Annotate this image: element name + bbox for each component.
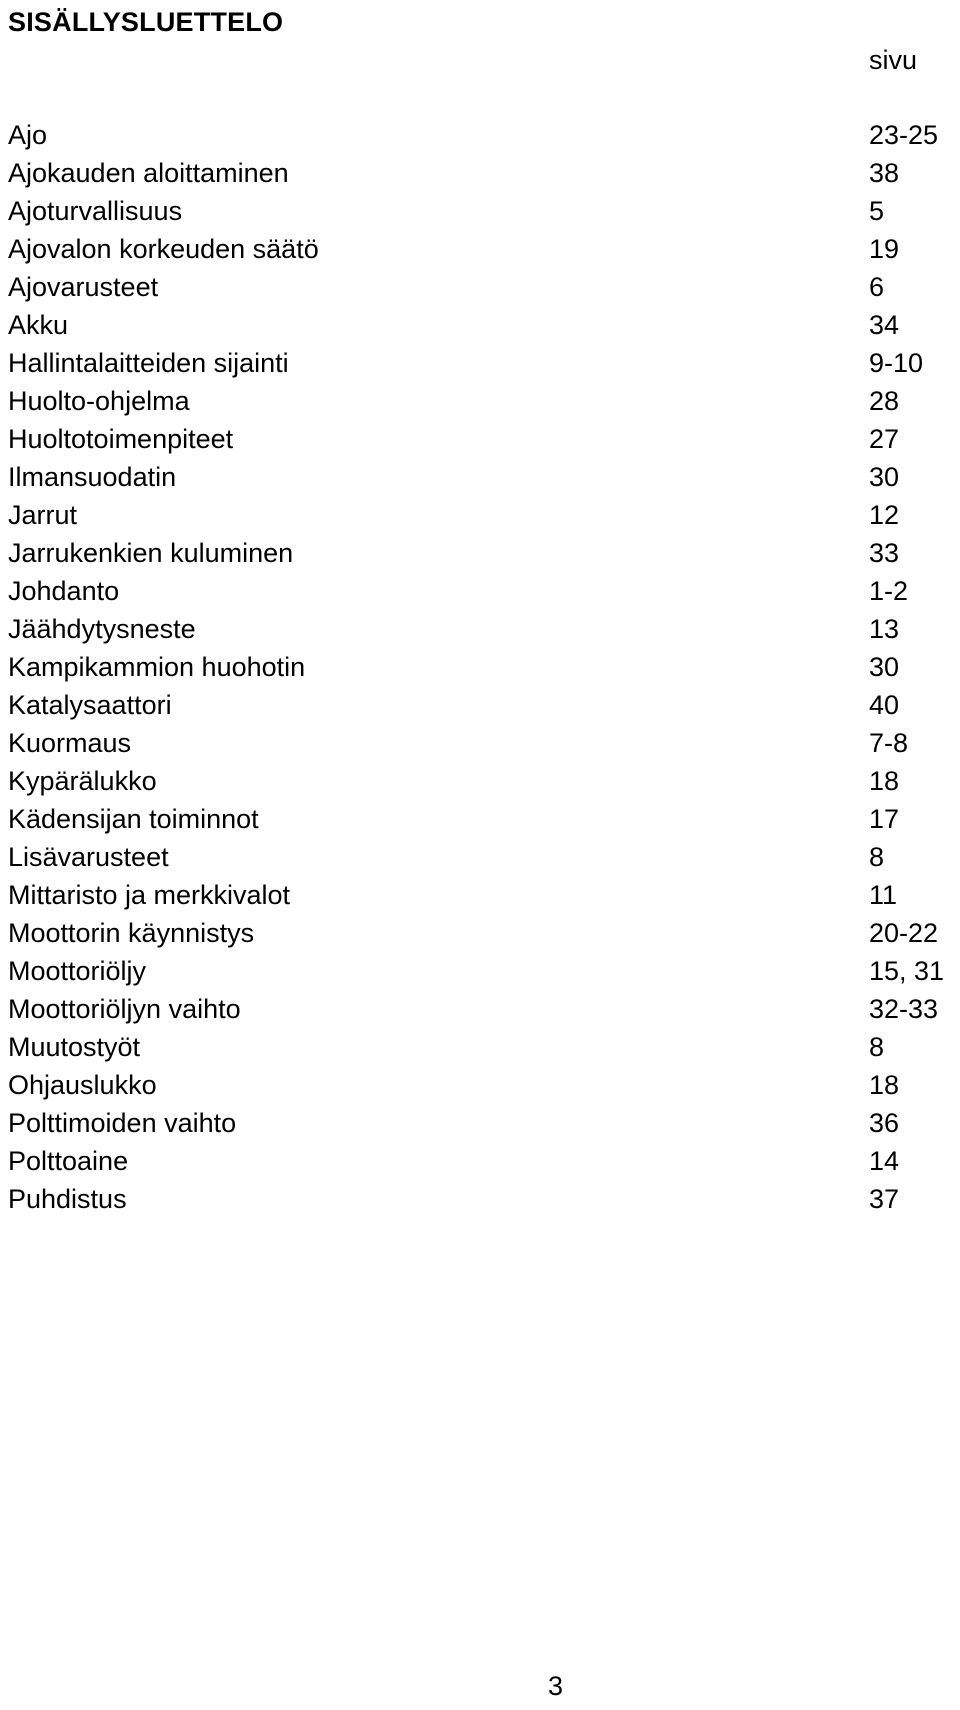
toc-entry-page: 40	[869, 690, 900, 720]
toc-entry	[0, 648, 960, 686]
toc-entry	[0, 1180, 960, 1218]
toc-entry-page: 30	[869, 652, 900, 682]
toc-entry-topic: Ajo	[8, 120, 48, 150]
toc-entry	[0, 838, 960, 876]
table-of-contents	[0, 116, 960, 1218]
toc-entry-page: 32-33	[869, 994, 939, 1024]
toc-entry-page: 27	[869, 424, 900, 454]
toc-entry	[0, 990, 960, 1028]
toc-entry	[0, 268, 960, 306]
toc-entry	[0, 306, 960, 344]
toc-entry	[0, 534, 960, 572]
toc-entry-page: 14	[869, 1146, 900, 1176]
toc-entry-topic: Jäähdytysneste	[8, 614, 196, 644]
toc-entry-topic: Kypärälukko	[8, 766, 157, 796]
toc-entry-topic: Polttimoiden vaihto	[8, 1108, 237, 1138]
toc-entry-topic: Ajovalon korkeuden säätö	[8, 234, 319, 264]
toc-entry-page: 28	[869, 386, 900, 416]
toc-entry-page: 17	[869, 804, 900, 834]
toc-entry-topic: Jarrut	[8, 500, 78, 530]
toc-entry	[0, 686, 960, 724]
toc-entry-page: 19	[869, 234, 900, 264]
toc-entry-page: 34	[869, 310, 900, 340]
toc-entry-page: 11	[869, 880, 898, 910]
toc-entry-topic: Katalysaattori	[8, 690, 172, 720]
toc-entry	[0, 1142, 960, 1180]
toc-entry-topic: Jarrukenkien kuluminen	[8, 538, 294, 568]
toc-entry	[0, 116, 960, 154]
toc-entry-page: 13	[869, 614, 900, 644]
toc-entry-topic: Akku	[8, 310, 69, 340]
toc-entry-page: 12	[869, 500, 900, 530]
toc-entry-topic: Moottorin käynnistys	[8, 918, 255, 948]
toc-entry-page: 20-22	[869, 918, 939, 948]
toc-entry-page: 36	[869, 1108, 900, 1138]
toc-entry-topic: Lisävarusteet	[8, 842, 169, 872]
toc-entry-topic: Ohjauslukko	[8, 1070, 157, 1100]
toc-entry-page: 15, 31	[869, 956, 945, 986]
toc-entry-page: 7-8	[869, 728, 909, 758]
toc-entry	[0, 724, 960, 762]
toc-entry-topic: Puhdistus	[8, 1184, 127, 1214]
toc-entry-topic: Polttoaine	[8, 1146, 129, 1176]
toc-entry-page: 18	[869, 766, 900, 796]
toc-entry-topic: Mittaristo ja merkkivalot	[8, 880, 291, 910]
toc-entry-topic: Hallintalaitteiden sijainti	[8, 348, 289, 378]
toc-entry-topic: Huolto-ohjelma	[8, 386, 190, 416]
toc-entry-topic: Kuormaus	[8, 728, 132, 758]
toc-entry-page: 38	[869, 158, 900, 188]
toc-entry-topic: Ajokauden aloittaminen	[8, 158, 289, 188]
toc-entry-topic: Muutostyöt	[8, 1032, 141, 1062]
toc-entry-topic: Huoltotoimenpiteet	[8, 424, 234, 454]
toc-entry	[0, 876, 960, 914]
toc-entry	[0, 154, 960, 192]
toc-entry	[0, 420, 960, 458]
toc-entry	[0, 458, 960, 496]
toc-entry-topic: Ilmansuodatin	[8, 462, 177, 492]
toc-entry	[0, 914, 960, 952]
page-column-header: sivu	[869, 45, 918, 75]
toc-entry-page: 37	[869, 1184, 900, 1214]
page-title: SISÄLLYSLUETTELO	[8, 7, 284, 37]
toc-entry	[0, 496, 960, 534]
toc-entry-page: 33	[869, 538, 900, 568]
toc-entry-page: 6	[869, 272, 885, 302]
toc-entry	[0, 762, 960, 800]
toc-entry-page: 30	[869, 462, 900, 492]
toc-entry-topic: Kädensijan toiminnot	[8, 804, 259, 834]
toc-entry-page: 8	[869, 842, 885, 872]
toc-entry-page: 5	[869, 196, 885, 226]
toc-entry-page: 9-10	[869, 348, 924, 378]
toc-entry	[0, 1104, 960, 1142]
toc-entry	[0, 192, 960, 230]
toc-entry	[0, 610, 960, 648]
toc-entry-page: 1-2	[869, 576, 909, 606]
toc-entry	[0, 952, 960, 990]
toc-entry-topic: Moottoriöljy	[8, 956, 147, 986]
toc-entry	[0, 1066, 960, 1104]
toc-entry	[0, 800, 960, 838]
toc-entry-topic: Ajovarusteet	[8, 272, 159, 302]
toc-entry	[0, 1028, 960, 1066]
toc-entry-page: 23-25	[869, 120, 939, 150]
toc-entry	[0, 572, 960, 610]
toc-entry-page: 8	[869, 1032, 885, 1062]
toc-entry-topic: Kampikammion huohotin	[8, 652, 306, 682]
page-number: 3	[548, 1671, 564, 1701]
toc-entry	[0, 382, 960, 420]
toc-entry	[0, 230, 960, 268]
toc-entry-topic: Johdanto	[8, 576, 120, 606]
toc-entry-topic: Ajoturvallisuus	[8, 196, 183, 226]
toc-entry	[0, 344, 960, 382]
toc-entry-page: 18	[869, 1070, 900, 1100]
toc-entry-topic: Moottoriöljyn vaihto	[8, 994, 241, 1024]
